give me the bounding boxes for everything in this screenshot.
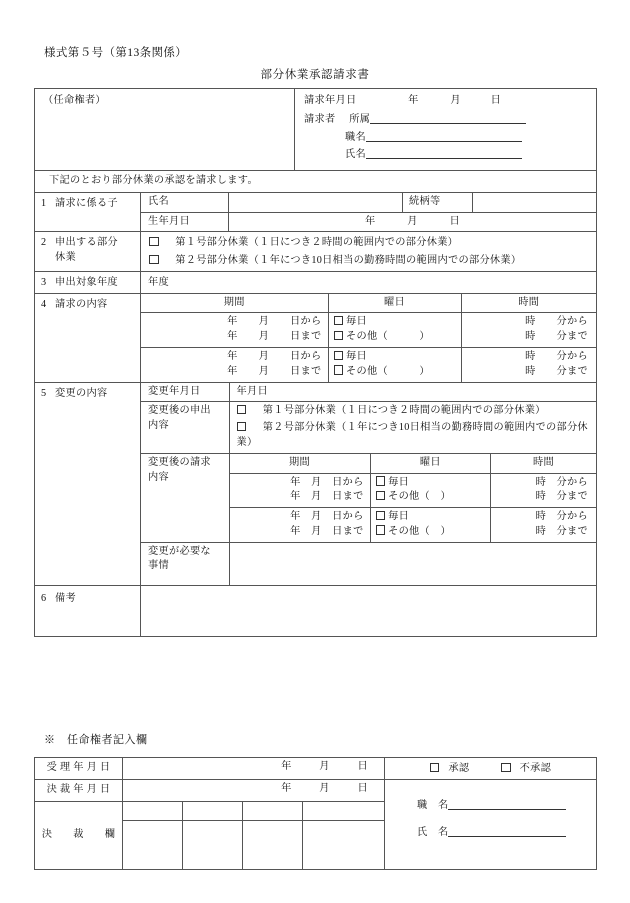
receipt-date-day: 日 xyxy=(357,761,368,772)
section-3-row xyxy=(35,271,597,293)
section-4-content xyxy=(141,293,597,382)
decision-date-label: 決 裁 年 月 日 xyxy=(35,779,123,801)
requester-label: 請求者 xyxy=(304,113,336,125)
section-5-reason-row xyxy=(141,542,596,585)
section-5-request-label xyxy=(141,453,229,542)
approver-post-input[interactable] xyxy=(448,798,566,810)
section-4-weekday-2-other-label: その他（ ） xyxy=(346,365,430,377)
approver-signature-cell xyxy=(385,779,597,869)
section-5-time-2-from: 時 分から xyxy=(535,511,589,523)
section-5-offer-row xyxy=(141,402,596,453)
section-4-row xyxy=(35,293,597,382)
requester-post-input[interactable] xyxy=(366,130,522,142)
section-4-weekday-2[interactable] xyxy=(328,348,461,382)
section-5-reason-label-line2: 事情 xyxy=(148,560,169,572)
section-5-block-2 xyxy=(230,508,597,542)
reject-label: 不承認 xyxy=(519,763,552,774)
section-4-weekday-2-every[interactable] xyxy=(334,350,457,365)
section-5-request-content xyxy=(229,453,596,542)
statement-row xyxy=(35,171,597,193)
section-6-label xyxy=(35,585,141,636)
header-row xyxy=(35,89,597,171)
section-6-row xyxy=(35,585,597,636)
decision-box-cell-top-4[interactable] xyxy=(303,801,385,820)
child-birth-day: 日 xyxy=(449,215,460,227)
section-5-period-2[interactable] xyxy=(230,508,371,542)
section-5-weekday-1-every[interactable] xyxy=(376,476,486,491)
approve-label: 承認 xyxy=(448,763,470,774)
checkbox-icon[interactable] xyxy=(149,237,159,247)
section-5-request-row xyxy=(141,453,596,542)
section-4-col-period: 期間 xyxy=(141,294,328,313)
requester-name-label: 氏名 xyxy=(345,149,366,161)
section-2-row xyxy=(35,232,597,272)
receipt-date-input[interactable] xyxy=(123,758,385,780)
section-5-table xyxy=(141,383,596,585)
section-4-period-1-to: 年 月 日まで xyxy=(227,331,322,343)
section-5-option-2-label: 第２号部分休業（１年につき10日相当の勤務時間の範囲内での部分休業） xyxy=(236,422,588,448)
approver-name-label: 氏 名 xyxy=(417,826,449,838)
section-1-name-row xyxy=(35,192,597,212)
decision-date-day: 日 xyxy=(357,782,368,794)
section-4-label xyxy=(35,293,141,382)
requester-affiliation-row xyxy=(304,112,592,128)
section-1-title: 請求に係る子 xyxy=(55,197,118,209)
checkbox-icon[interactable] xyxy=(334,365,344,375)
checkbox-icon[interactable] xyxy=(334,316,344,326)
section-5-time-2[interactable] xyxy=(491,508,596,542)
section-4-weekday-1-other-label: その他（ ） xyxy=(346,331,430,343)
section-2-title-line2: 休業 xyxy=(55,252,76,264)
receipt-date-row xyxy=(35,758,597,780)
request-date-label: 請求年月日 xyxy=(304,95,357,106)
decision-box-cell-4[interactable] xyxy=(303,820,385,869)
section-2-option-1[interactable] xyxy=(149,236,592,251)
section-5-col-period: 期間 xyxy=(230,454,371,473)
section-4-time-1[interactable] xyxy=(461,313,596,348)
section-5-option-1-label: 第１号部分休業（１日につき２時間の範囲内での部分休業） xyxy=(262,405,546,417)
section-5-reason-label-line1: 変更が必要な xyxy=(148,545,211,557)
section-4-period-1[interactable] xyxy=(141,313,328,348)
section-5-option-1[interactable] xyxy=(237,404,593,419)
section-4-weekday-1-other[interactable] xyxy=(334,330,457,345)
section-5-label xyxy=(35,382,141,585)
section-5-weekday-1-other[interactable] xyxy=(376,490,486,505)
reject-option[interactable] xyxy=(501,763,551,774)
section-5-reason-label xyxy=(141,542,229,585)
section-5-col-time: 時間 xyxy=(491,454,596,473)
section-5-option-2[interactable] xyxy=(215,421,593,451)
section-4-period-1-from: 年 月 日から xyxy=(227,316,322,328)
approval-decision-cell xyxy=(385,758,597,780)
section-4-period-2-to: 年 月 日まで xyxy=(227,365,322,377)
section-2-title-line1: 申出する部分 xyxy=(55,237,118,249)
section-4-number: 4 xyxy=(41,298,47,310)
section-2-option-2[interactable] xyxy=(149,254,592,269)
section-1-number: 1 xyxy=(41,197,47,209)
section-5-change-date-label: 変更年月日 xyxy=(141,383,229,402)
approver-table xyxy=(34,757,597,870)
section-5-reason-input[interactable] xyxy=(229,542,596,585)
child-name-input[interactable] xyxy=(229,192,403,212)
checkbox-icon[interactable] xyxy=(376,525,386,535)
approve-option[interactable] xyxy=(430,763,469,774)
main-form-table xyxy=(34,88,597,637)
decision-date-month: 月 xyxy=(319,782,330,794)
section-5-number: 5 xyxy=(41,387,47,399)
section-5-time-1-from: 時 分から xyxy=(535,476,589,488)
approver-name-row xyxy=(417,825,592,841)
section-4-time-2-from: 時 分から xyxy=(525,351,589,363)
section-5-weekday-1[interactable] xyxy=(370,473,490,508)
section-5-offer-label-line1: 変更後の申出 xyxy=(148,405,211,417)
section-4-table xyxy=(141,294,596,382)
section-3-number: 3 xyxy=(41,276,47,288)
section-5-request-header-row xyxy=(230,454,597,473)
section-5-offer-options xyxy=(229,402,596,453)
section-5-weekday-2[interactable] xyxy=(370,508,490,542)
child-relation-label: 続柄等 xyxy=(403,192,473,212)
section-5-period-1-to: 年 月 日まで xyxy=(290,491,364,503)
section-4-time-1-from: 時 分から xyxy=(525,316,589,328)
section-4-block-1 xyxy=(141,313,596,348)
section-4-weekday-1[interactable] xyxy=(328,313,461,348)
section-5-request-label-line2: 内容 xyxy=(148,471,169,483)
section-5-block-1 xyxy=(230,473,597,508)
form-number: 様式第５号（第13条関係） xyxy=(44,47,188,59)
section-4-period-2[interactable] xyxy=(141,348,328,382)
section-1-label xyxy=(35,192,141,232)
approver-post-row xyxy=(417,798,592,814)
section-2-option-2-label: 第２号部分休業（１年につき10日相当の勤務時間の範囲内での部分休業） xyxy=(175,255,522,267)
section-5-offer-label-line2: 内容 xyxy=(148,420,169,432)
section-2-number: 2 xyxy=(41,237,47,249)
requester-name-row xyxy=(304,147,592,163)
section-5-time-1-to: 時 分まで xyxy=(535,491,589,503)
decision-box-cell-2[interactable] xyxy=(183,820,243,869)
requester-post-row xyxy=(304,130,592,146)
child-birth-label: 生年月日 xyxy=(141,212,229,232)
approver-name-input[interactable] xyxy=(448,825,566,837)
section-2-label xyxy=(35,232,141,272)
section-5-weekday-2-every-label: 毎日 xyxy=(388,511,410,523)
document-title: 部分休業承認請求書 xyxy=(260,69,370,81)
section-4-time-2[interactable] xyxy=(461,348,596,382)
decision-date-input[interactable] xyxy=(123,779,385,801)
section-5-weekday-2-other[interactable] xyxy=(376,525,486,540)
section-5-weekday-1-other-label: その他（ ） xyxy=(388,491,452,503)
section-6-input[interactable] xyxy=(141,585,597,636)
section-6-title: 備考 xyxy=(55,592,76,604)
section-5-change-date-value[interactable]: 年月日 xyxy=(229,383,596,402)
section-5-period-1[interactable] xyxy=(230,473,371,508)
section-4-weekday-1-every[interactable] xyxy=(334,315,457,330)
section-4-col-time: 時間 xyxy=(461,294,596,313)
receipt-date-month: 月 xyxy=(319,761,330,772)
section-4-title: 請求の内容 xyxy=(55,298,108,310)
decision-date-year: 年 xyxy=(281,782,292,794)
decision-box-label: 決 裁 欄 xyxy=(35,801,123,869)
section-5-time-2-to: 時 分まで xyxy=(535,525,589,537)
request-date-month[interactable]: 月 xyxy=(450,95,461,106)
child-birth-year: 年 xyxy=(365,215,376,227)
requester-post-label: 職名 xyxy=(345,131,366,143)
child-birth-input[interactable] xyxy=(229,212,597,232)
decision-date-row xyxy=(35,779,597,801)
checkbox-icon[interactable] xyxy=(334,351,344,361)
section-5-weekday-1-every-label: 毎日 xyxy=(388,476,410,488)
request-date-day[interactable]: 日 xyxy=(490,95,502,106)
decision-box-cell-top-3[interactable] xyxy=(243,801,303,820)
checkbox-icon[interactable] xyxy=(430,763,440,773)
section-3-value[interactable]: 年度 xyxy=(141,271,597,293)
decision-box-cell-top-1[interactable] xyxy=(123,801,183,820)
statement-cell: 下記のとおり部分休業の承認を請求します。 xyxy=(35,171,597,193)
section-5-request-table xyxy=(230,454,597,542)
section-4-weekday-2-other[interactable] xyxy=(334,365,457,380)
section-5-request-label-line1: 変更後の請求 xyxy=(148,456,211,468)
decision-box-cell-3[interactable] xyxy=(243,820,303,869)
section-5-period-1-from: 年 月 日から xyxy=(290,476,364,488)
section-4-block-2 xyxy=(141,348,596,382)
approver-note: ※ 任命権者記入欄 xyxy=(44,734,148,746)
section-5-change-date-row xyxy=(141,383,596,402)
child-name-label: 氏名 xyxy=(141,192,229,212)
section-5-row xyxy=(35,382,597,585)
section-6-number: 6 xyxy=(41,592,47,604)
request-date-year[interactable]: 年 xyxy=(408,95,419,106)
checkbox-icon[interactable] xyxy=(376,476,386,486)
receipt-date-label: 受 理 年 月 日 xyxy=(35,758,123,780)
checkbox-icon[interactable] xyxy=(501,763,511,773)
checkbox-icon[interactable] xyxy=(334,331,344,341)
section-5-col-weekday: 曜日 xyxy=(370,454,490,473)
section-4-weekday-2-every-label: 毎日 xyxy=(346,351,367,363)
checkbox-icon[interactable] xyxy=(149,255,159,265)
section-2-option-1-label: 第１号部分休業（１日につき２時間の範囲内での部分休業） xyxy=(175,237,459,249)
appointer-label: （任命権者） xyxy=(43,95,106,106)
section-5-weekday-2-every[interactable] xyxy=(376,510,486,525)
requester-affiliation-label: 所属 xyxy=(349,113,371,125)
child-birth-month: 月 xyxy=(407,215,418,227)
section-4-time-2-to: 時 分まで xyxy=(525,365,589,377)
approver-post-label: 職 名 xyxy=(417,799,449,811)
section-5-weekday-2-other-label: その他（ ） xyxy=(388,525,452,537)
section-4-time-1-to: 時 分まで xyxy=(525,331,589,343)
section-4-col-weekday: 曜日 xyxy=(328,294,461,313)
request-date-row xyxy=(304,94,592,109)
section-5-title: 変更の内容 xyxy=(55,387,108,399)
section-4-header-row xyxy=(141,294,596,313)
appointer-cell xyxy=(35,89,295,171)
section-3-title: 申出対象年度 xyxy=(55,276,118,288)
requester-cell xyxy=(295,89,597,171)
checkbox-icon[interactable] xyxy=(376,491,386,501)
section-5-content xyxy=(141,382,597,585)
child-relation-input[interactable] xyxy=(473,192,597,212)
decision-box-cell-top-2[interactable] xyxy=(183,801,243,820)
receipt-date-year: 年 xyxy=(281,761,292,772)
checkbox-icon[interactable] xyxy=(237,422,247,432)
section-3-label xyxy=(35,271,141,293)
requester-affiliation-input[interactable] xyxy=(370,112,526,124)
requester-name-input[interactable] xyxy=(366,147,522,159)
section-2-options xyxy=(141,232,597,272)
section-4-period-2-from: 年 月 日から xyxy=(227,351,322,363)
section-4-weekday-1-every-label: 毎日 xyxy=(346,316,367,328)
decision-box-cell-1[interactable] xyxy=(123,820,183,869)
checkbox-icon[interactable] xyxy=(237,405,247,415)
checkbox-icon[interactable] xyxy=(376,511,386,521)
section-5-period-2-from: 年 月 日から xyxy=(290,511,364,523)
section-5-time-1[interactable] xyxy=(491,473,596,508)
section-5-period-2-to: 年 月 日まで xyxy=(290,525,364,537)
